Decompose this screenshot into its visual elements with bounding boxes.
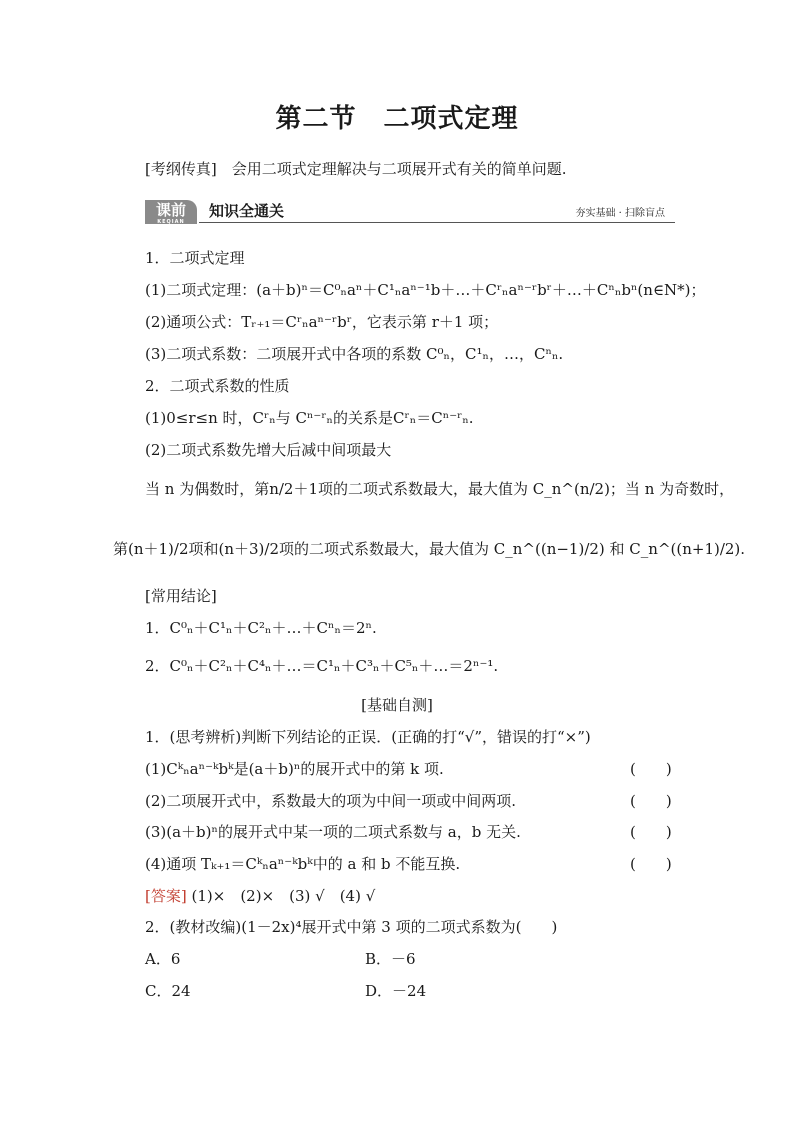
section-banner: [145, 198, 675, 226]
page-title: 第二节 二项式定理: [275, 104, 519, 134]
odd-n-line: 第(n＋1)/2项和(n＋3)/2项的二项式系数最大，最大值为 C_n^((n−1)/2) 和 C_n^((n+1)/2).: [113, 540, 746, 558]
option-a[interactable]: A．6: [145, 950, 181, 968]
judge-blank-4[interactable]: ( ): [630, 855, 672, 873]
judge-blank-2[interactable]: ( ): [630, 792, 672, 810]
option-c[interactable]: C．24: [145, 982, 191, 1000]
general-term-line: (2)通项公式：Tᵣ₊₁＝Cʳₙaⁿ⁻ʳbʳ，它表示第 r＋1 项；: [145, 313, 499, 331]
answer-label: [答案]: [145, 887, 187, 905]
banner-rule: [199, 222, 675, 223]
answer-row: [145, 885, 375, 906]
selftest-heading: [基础自测]: [361, 696, 433, 714]
banner-tag-label: 课前: [155, 201, 186, 219]
knowledge-heading-1: 1．二项式定理: [145, 249, 245, 267]
monotonic-property-line: (2)二项式系数先增大后减中间项最大: [145, 441, 392, 459]
judge-item-1: (1)Cᵏₙaⁿ⁻ᵏbᵏ是(a＋b)ⁿ的展开式中的第 k 项.: [145, 760, 444, 778]
banner-tag: [145, 200, 197, 224]
banner-slogan: 夯实基础 · 扫除盲点: [575, 208, 665, 219]
syllabus-note: [考纲传真] 会用二项式定理解决与二项展开式有关的简单问题.: [145, 160, 567, 178]
question-2: 2．(教材改编)(1－2x)⁴展开式中第 3 项的二项式系数为( ): [145, 918, 558, 936]
banner-title: 知识全通关: [209, 202, 285, 220]
conclusion-2: 2．C⁰ₙ＋C²ₙ＋C⁴ₙ＋…＝C¹ₙ＋C³ₙ＋C⁵ₙ＋…＝2ⁿ⁻¹.: [145, 657, 499, 675]
banner-tag-sub: KEQIAN: [157, 219, 185, 225]
binomial-coefficient-line: (3)二项式系数：二项展开式中各项的系数 C⁰ₙ，C¹ₙ，…，Cⁿₙ.: [145, 345, 564, 363]
option-d[interactable]: D．－24: [365, 982, 427, 1000]
even-n-line: 当 n 为偶数时，第n/2＋1项的二项式系数最大，最大值为 C_n^(n/2)；当 n 为奇数时，: [145, 480, 735, 498]
knowledge-heading-2: 2．二项式系数的性质: [145, 377, 290, 395]
judge-blank-3[interactable]: ( ): [630, 823, 672, 841]
conclusions-heading: [常用结论]: [145, 587, 217, 605]
judge-item-3: (3)(a＋b)ⁿ的展开式中某一项的二项式系数与 a，b 无关.: [145, 823, 521, 841]
answer-text: (1)× (2)× (3) √ (4) √: [191, 887, 376, 905]
judge-blank-1[interactable]: ( ): [630, 760, 672, 778]
binomial-theorem-line: (1)二项式定理：(a＋b)ⁿ＝C⁰ₙaⁿ＋C¹ₙaⁿ⁻¹b＋…＋Cʳₙaⁿ⁻ʳbʳ＋…＋Cⁿₙbⁿ(n∈N*)；: [145, 281, 706, 299]
judge-item-2: (2)二项展开式中，系数最大的项为中间一项或中间两项.: [145, 792, 517, 810]
option-b[interactable]: B．－6: [365, 950, 416, 968]
conclusion-1: 1．C⁰ₙ＋C¹ₙ＋C²ₙ＋…＋Cⁿₙ＝2ⁿ.: [145, 619, 377, 637]
judge-item-4: (4)通项 Tₖ₊₁＝Cᵏₙaⁿ⁻ᵏbᵏ中的 a 和 b 不能互换.: [145, 855, 461, 873]
question-1: 1．(思考辨析)判断下列结论的正误．(正确的打“√”，错误的打“×”): [145, 728, 591, 746]
symmetry-property-line: (1)0≤r≤n 时，Cʳₙ与 Cⁿ⁻ʳₙ的关系是Cʳₙ＝Cⁿ⁻ʳₙ.: [145, 409, 474, 427]
